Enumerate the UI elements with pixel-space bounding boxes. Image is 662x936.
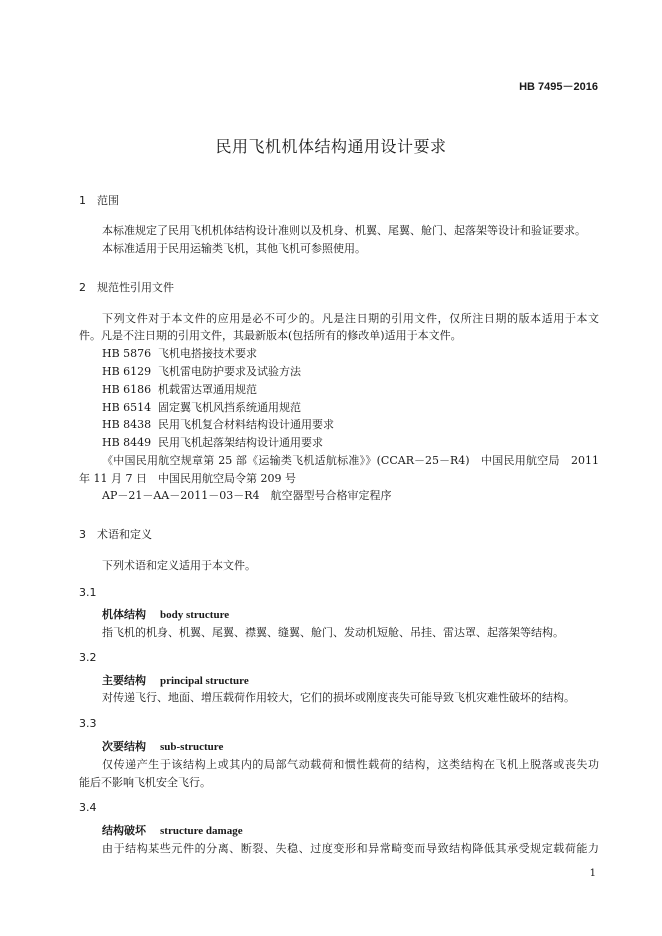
section-title: 术语和定义 bbox=[97, 528, 152, 541]
term-definition: 仅传递产生于该结构上或其内的局部气动载荷和惯性载荷的结构，这类结构在飞机上脱落或丧失功 bbox=[102, 758, 599, 771]
standard-code: HB 7495－2016 bbox=[519, 81, 598, 93]
section-title: 范围 bbox=[97, 194, 119, 207]
term-number: 3.4 bbox=[79, 801, 97, 814]
reference-item bbox=[102, 436, 599, 450]
reference-item bbox=[102, 401, 599, 415]
paragraph: 本标准规定了民用飞机机体结构设计准则以及机身、机翼、尾翼、舱门、起落架等设计和验证要求。 bbox=[102, 224, 586, 237]
term-zh: 次要结构 bbox=[102, 740, 146, 753]
term-heading bbox=[102, 608, 599, 622]
section-title: 规范性引用文件 bbox=[97, 281, 174, 294]
document-title: 民用飞机机体结构通用设计要求 bbox=[215, 137, 447, 156]
section-2-heading bbox=[79, 279, 174, 295]
section-3-heading bbox=[79, 526, 152, 542]
section-number: 1 bbox=[79, 194, 86, 207]
reference-code: HB 5876 bbox=[102, 347, 152, 360]
section-1-heading bbox=[79, 192, 119, 208]
paragraph: 下列术语和定义适用于本文件。 bbox=[102, 559, 256, 572]
term-definition: 由于结构某些元件的分离、断裂、失稳、过度变形和异常畸变而导致结构降低其承受规定载荷能力 bbox=[102, 842, 599, 855]
term-zh: 机体结构 bbox=[102, 608, 146, 621]
term-definition-cont: 能后不影响飞机安全飞行。 bbox=[79, 776, 211, 789]
term-number: 3.2 bbox=[79, 651, 97, 664]
reference-ccar-cont: 年 11 月 7 日 中国民用航空局令第 209 号 bbox=[79, 472, 296, 485]
reference-ap: AP－21－AA－2011－03－R4 航空器型号合格审定程序 bbox=[102, 489, 392, 502]
reference-title: 飞机电搭接技术要求 bbox=[158, 347, 257, 360]
reference-item bbox=[102, 347, 599, 361]
reference-title: 民用飞机复合材料结构设计通用要求 bbox=[158, 418, 334, 431]
reference-item bbox=[102, 418, 599, 432]
term-definition: 对传递飞行、地面、增压载荷作用较大，它们的损坏或刚度丧失可能导致飞机灾难性破坏的结构。 bbox=[102, 691, 575, 704]
term-zh: 结构破坏 bbox=[102, 824, 146, 837]
term-heading bbox=[102, 674, 599, 688]
paragraph: 本标准适用于民用运输类飞机，其他飞机可参照使用。 bbox=[102, 242, 366, 255]
paragraph: 件。凡是不注日期的引用文件，其最新版本(包括所有的修改单)适用于本文件。 bbox=[79, 329, 462, 342]
reference-item bbox=[102, 365, 599, 379]
term-zh: 主要结构 bbox=[102, 674, 146, 687]
reference-item bbox=[102, 383, 599, 397]
reference-ccar: 《中国民用航空规章第 25 部《运输类飞机适航标准》》(CCAR－25－R4) 中国民用航空局 2011 bbox=[102, 454, 599, 467]
term-en: structure damage bbox=[160, 825, 243, 837]
reference-title: 飞机雷电防护要求及试验方法 bbox=[158, 365, 301, 378]
reference-code: HB 6514 bbox=[102, 401, 152, 414]
reference-code: HB 8438 bbox=[102, 418, 152, 431]
term-number: 3.3 bbox=[79, 717, 97, 730]
term-heading bbox=[102, 824, 599, 838]
term-number: 3.1 bbox=[79, 586, 97, 599]
term-en: body structure bbox=[160, 609, 230, 621]
reference-code: HB 6186 bbox=[102, 383, 152, 396]
page-number: 1 bbox=[589, 868, 596, 879]
section-number: 2 bbox=[79, 281, 86, 294]
section-number: 3 bbox=[79, 528, 86, 541]
reference-title: 机载雷达罩通用规范 bbox=[158, 383, 257, 396]
paragraph: 下列文件对于本文件的应用是必不可少的。凡是注日期的引用文件，仅所注日期的版本适用于本文 bbox=[102, 312, 599, 325]
term-en: principal structure bbox=[160, 675, 249, 687]
term-en: sub-structure bbox=[160, 741, 224, 753]
reference-title: 固定翼飞机风挡系统通用规范 bbox=[158, 401, 301, 414]
reference-code: HB 8449 bbox=[102, 436, 152, 449]
reference-code: HB 6129 bbox=[102, 365, 152, 378]
term-heading bbox=[102, 740, 599, 754]
reference-title: 民用飞机起落架结构设计通用要求 bbox=[158, 436, 323, 449]
term-definition: 指飞机的机身、机翼、尾翼、襟翼、缝翼、舱门、发动机短舱、吊挂、雷达罩、起落架等结构。 bbox=[102, 626, 564, 639]
